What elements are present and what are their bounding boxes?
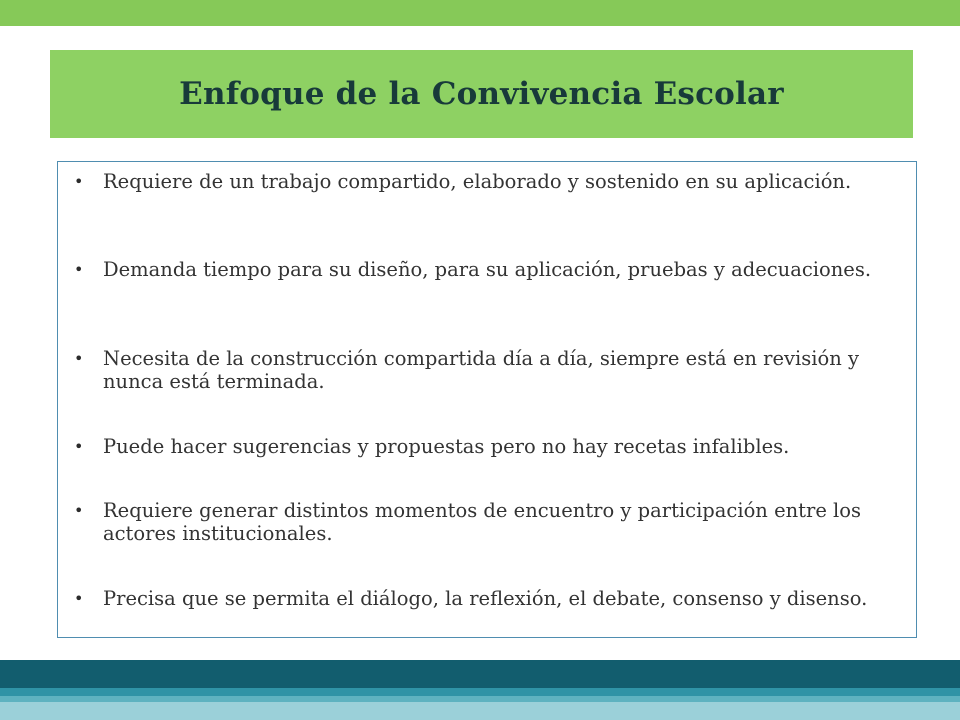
bullet-dot-icon: • xyxy=(74,349,84,368)
bullet-item xyxy=(74,347,904,393)
bullet-dot-icon: • xyxy=(74,172,84,191)
content-panel xyxy=(57,161,917,638)
bullet-text: Requiere generar distintos momentos de encuentro y participación entre los actores institucionales. xyxy=(103,499,862,545)
slide-title: Enfoque de la Convivencia Escolar xyxy=(179,76,784,112)
bullet-item xyxy=(74,258,904,281)
footer-band-medium xyxy=(0,688,960,696)
bullet-text: Demanda tiempo para su diseño, para su aplicación, pruebas y adecuaciones. xyxy=(103,258,872,281)
footer-band-pale xyxy=(0,702,960,720)
bullet-dot-icon: • xyxy=(74,501,84,520)
bullet-text: Necesita de la construcción compartida día a día, siempre está en revisión y nunca está terminada. xyxy=(103,347,860,393)
bullet-item xyxy=(74,499,904,545)
footer-band-dark xyxy=(0,660,960,688)
bullet-item xyxy=(74,587,904,610)
bullet-text: Puede hacer sugerencias y propuestas pero no hay recetas infalibles. xyxy=(103,435,790,458)
bullet-item xyxy=(74,170,904,193)
bullet-dot-icon: • xyxy=(74,437,84,456)
bullet-dot-icon: • xyxy=(74,260,84,279)
bullet-dot-icon: • xyxy=(74,589,84,608)
bullet-item xyxy=(74,435,904,458)
bullet-text: Requiere de un trabajo compartido, elaborado y sostenido en su aplicación. xyxy=(103,170,852,193)
title-banner xyxy=(50,50,913,138)
top-accent-stripe xyxy=(0,0,960,26)
bullet-text: Precisa que se permita el diálogo, la reflexión, el debate, consenso y disenso. xyxy=(103,587,868,610)
